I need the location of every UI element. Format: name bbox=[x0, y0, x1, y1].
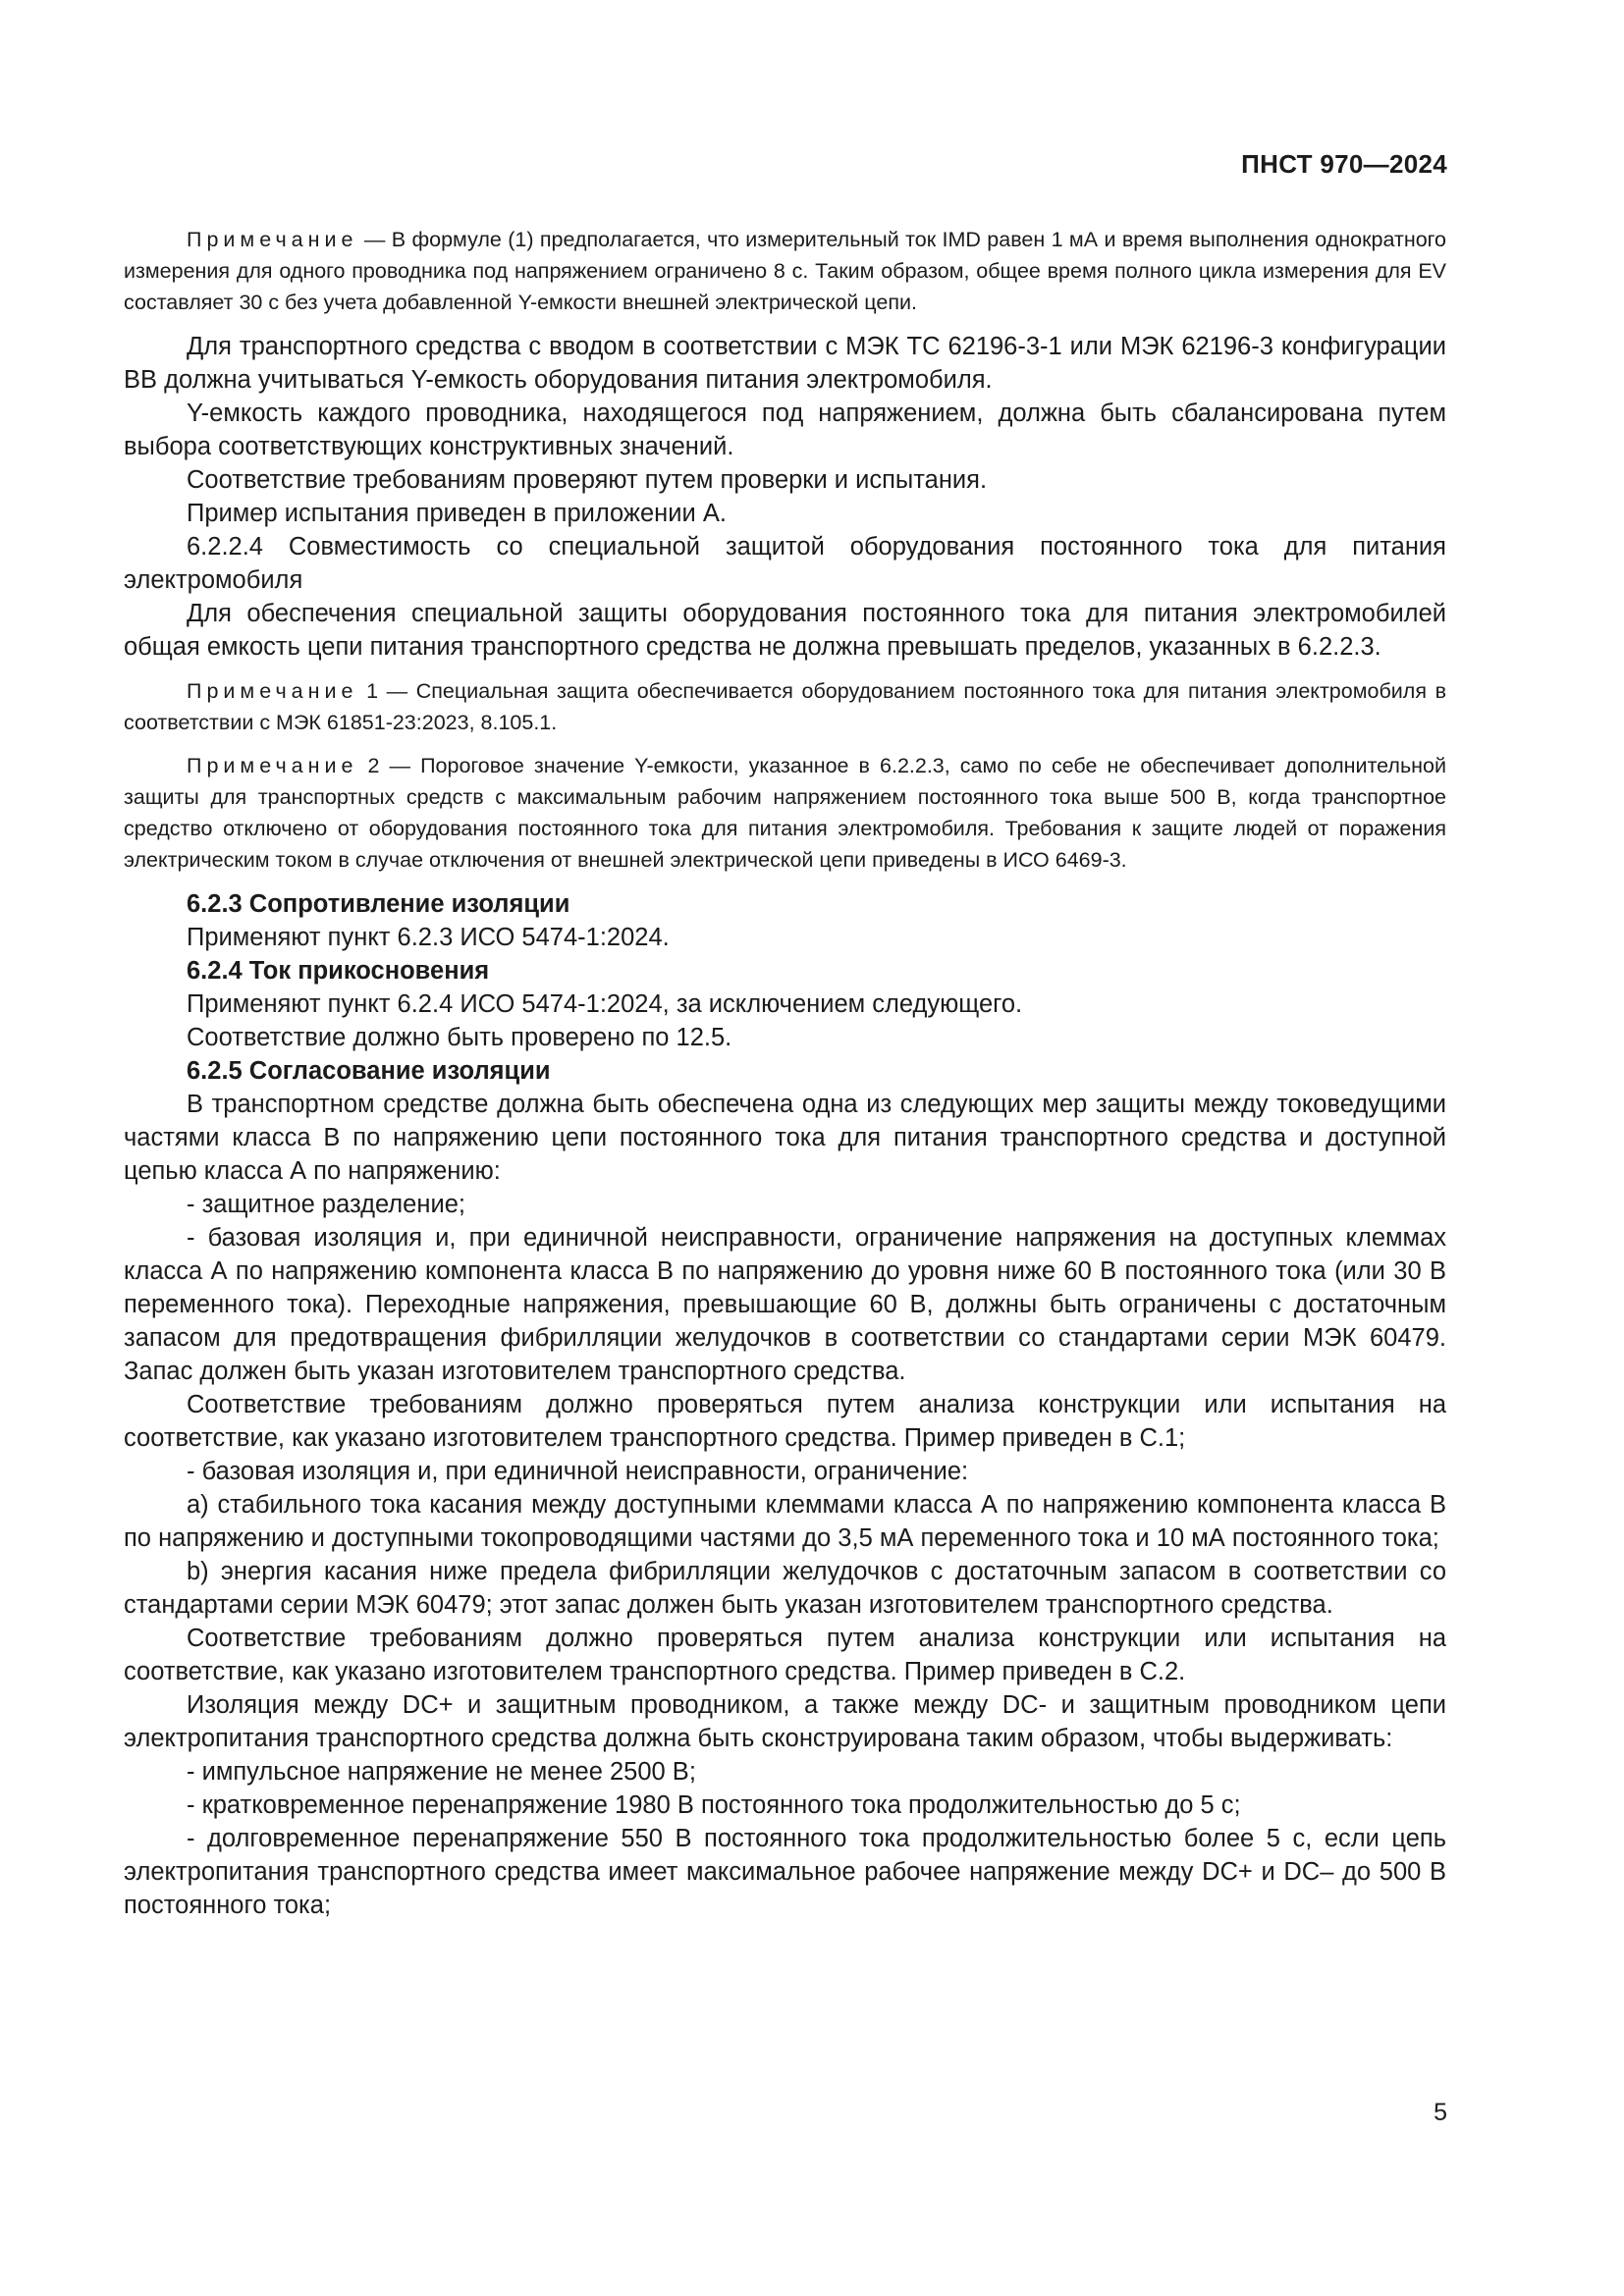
document-id-header: ПНСТ 970—2024 bbox=[1241, 149, 1447, 179]
section-6-2-5-heading: 6.2.5 Согласование изоляции bbox=[187, 1057, 551, 1085]
paragraph: Соответствие должно быть проверено по 12.5. bbox=[187, 1024, 732, 1051]
list-item-a: a) стабильного тока касания между доступными клеммами класса А по напряжению компонента класса В по напряжению и доступными токопроводящими частями до 3,5 мА переменного тока и 10 мА постоянного тока; bbox=[124, 1491, 1446, 1552]
list-item: - базовая изоляция и, при единичной неисправности, ограничение: bbox=[187, 1458, 969, 1485]
section-6-2-3-heading: 6.2.3 Сопротивление изоляции bbox=[187, 890, 570, 918]
page-number: 5 bbox=[1434, 2099, 1447, 2126]
note-label: Примечание bbox=[187, 228, 358, 251]
paragraph: Применяют пункт 6.2.4 ИСО 5474-1:2024, за исключением следующего. bbox=[187, 990, 1023, 1018]
clause-6-2-2-4-title: 6.2.2.4 Совместимость со специальной защитой оборудования постоянного тока для питания электромобиля bbox=[124, 533, 1446, 594]
list-item: - долговременное перенапряжение 550 В постоянного тока продолжительностью более 5 с, если цепь электропитания транспортного средства имеет максимальное рабочее напряжение между DC+ и DC– до 500 В постоянного тока; bbox=[124, 1825, 1446, 1919]
list-item-b: b) энергия касания ниже предела фибрилляции желудочков с достаточным запасом в соответствии со стандартами серии МЭК 60479; этот запас должен быть указан изготовителем транспортного средства. bbox=[124, 1558, 1446, 1619]
paragraph: Соответствие требованиям проверяют путем проверки и испытания. bbox=[187, 466, 988, 494]
paragraph: Соответствие требованиям должно проверяться путем анализа конструкции или испытания на соответствие, как указано изготовителем транспортного средства. Пример приведен в С.2. bbox=[124, 1625, 1446, 1685]
paragraph: Y-емкость каждого проводника, находящегося под напряжением, должна быть сбалансирована путем выбора соответствующих конструктивных значений. bbox=[124, 400, 1446, 460]
paragraph: Для транспортного средства с вводом в соответствии с МЭК ТС 62196-3-1 или МЭК 62196-3 конфигурации BB должна учитываться Y-емкость оборудования питания электромобиля. bbox=[124, 333, 1446, 394]
list-item: - защитное разделение; bbox=[187, 1191, 465, 1218]
paragraph: В транспортном средстве должна быть обеспечена одна из следующих мер защиты между токоведущими частями класса В по напряжению цепи постоянного тока для питания транспортного средства и доступной цепью класса А по напряжению: bbox=[124, 1091, 1446, 1185]
list-item: - базовая изоляция и, при единичной неисправности, ограничение напряжения на доступных клеммах класса А по напряжению компонента класса В по напряжению до уровня ниже 60 В постоянного тока (или 30 В переменного тока). Переходные напряжения, превышающие 60 В, должны быть ограничены с достаточным запасом для предотвращения фибрилляции желудочков в соответствии со стандартами серии МЭК 60479. Запас должен быть указан изготовителем транспортного средства. bbox=[124, 1224, 1446, 1385]
note-formula bbox=[124, 224, 1446, 318]
note-label: Примечание bbox=[187, 679, 358, 703]
paragraph: Изоляция между DC+ и защитным проводником, а также между DC- и защитным проводником цепи электропитания транспортного средства должна быть сконструирована таким образом, чтобы выдерживать: bbox=[124, 1691, 1446, 1752]
paragraph: Соответствие требованиям должно проверяться путем анализа конструкции или испытания на соответствие, как указано изготовителем транспортного средства. Пример приведен в С.1; bbox=[124, 1391, 1446, 1452]
note-text: 1 — Специальная защита обеспечивается оборудованием постоянного тока для питания электромобиля в соответствии с МЭК 61851-23:2023, 8.105.1. bbox=[124, 679, 1446, 734]
paragraph: Пример испытания приведен в приложении А. bbox=[187, 500, 727, 527]
document-body bbox=[124, 224, 1446, 1922]
note-text: 2 — Пороговое значение Y-емкости, указанное в 6.2.2.3, само по себе не обеспечивает дополнительной защиты для транспортных средств с максимальным рабочим напряжением постоянного тока выше 500 В, когда транспортное средство отключено от оборудования постоянного тока для питания электромобиля. Требования к защите людей от поражения электрическим током в случае отключения от внешней электрической цепи приведены в ИСО 6469-3. bbox=[124, 754, 1446, 872]
section-6-2-4-heading: 6.2.4 Ток прикосновения bbox=[187, 957, 490, 985]
paragraph: Для обеспечения специальной защиты оборудования постоянного тока для питания электромобилей общая емкость цепи питания транспортного средства не должна превышать пределов, указанных в 6.2.2.3. bbox=[124, 600, 1446, 661]
list-item: - импульсное напряжение не менее 2500 В; bbox=[187, 1758, 696, 1786]
note-label: Примечание bbox=[187, 754, 358, 777]
note-1 bbox=[124, 675, 1446, 738]
list-item: - кратковременное перенапряжение 1980 В постоянного тока продолжительностью до 5 с; bbox=[187, 1791, 1241, 1819]
paragraph: Применяют пункт 6.2.3 ИСО 5474-1:2024. bbox=[187, 924, 670, 951]
note-text: — В формуле (1) предполагается, что измерительный ток IMD равен 1 мА и время выполнения однократного измерения для одного проводника под напряжением ограничено 8 с. Таким образом, общее время полного цикла измерения для EV составляет 30 с без учета добавленной Y-емкости внешней электрической цепи. bbox=[124, 228, 1446, 314]
note-2 bbox=[124, 750, 1446, 876]
